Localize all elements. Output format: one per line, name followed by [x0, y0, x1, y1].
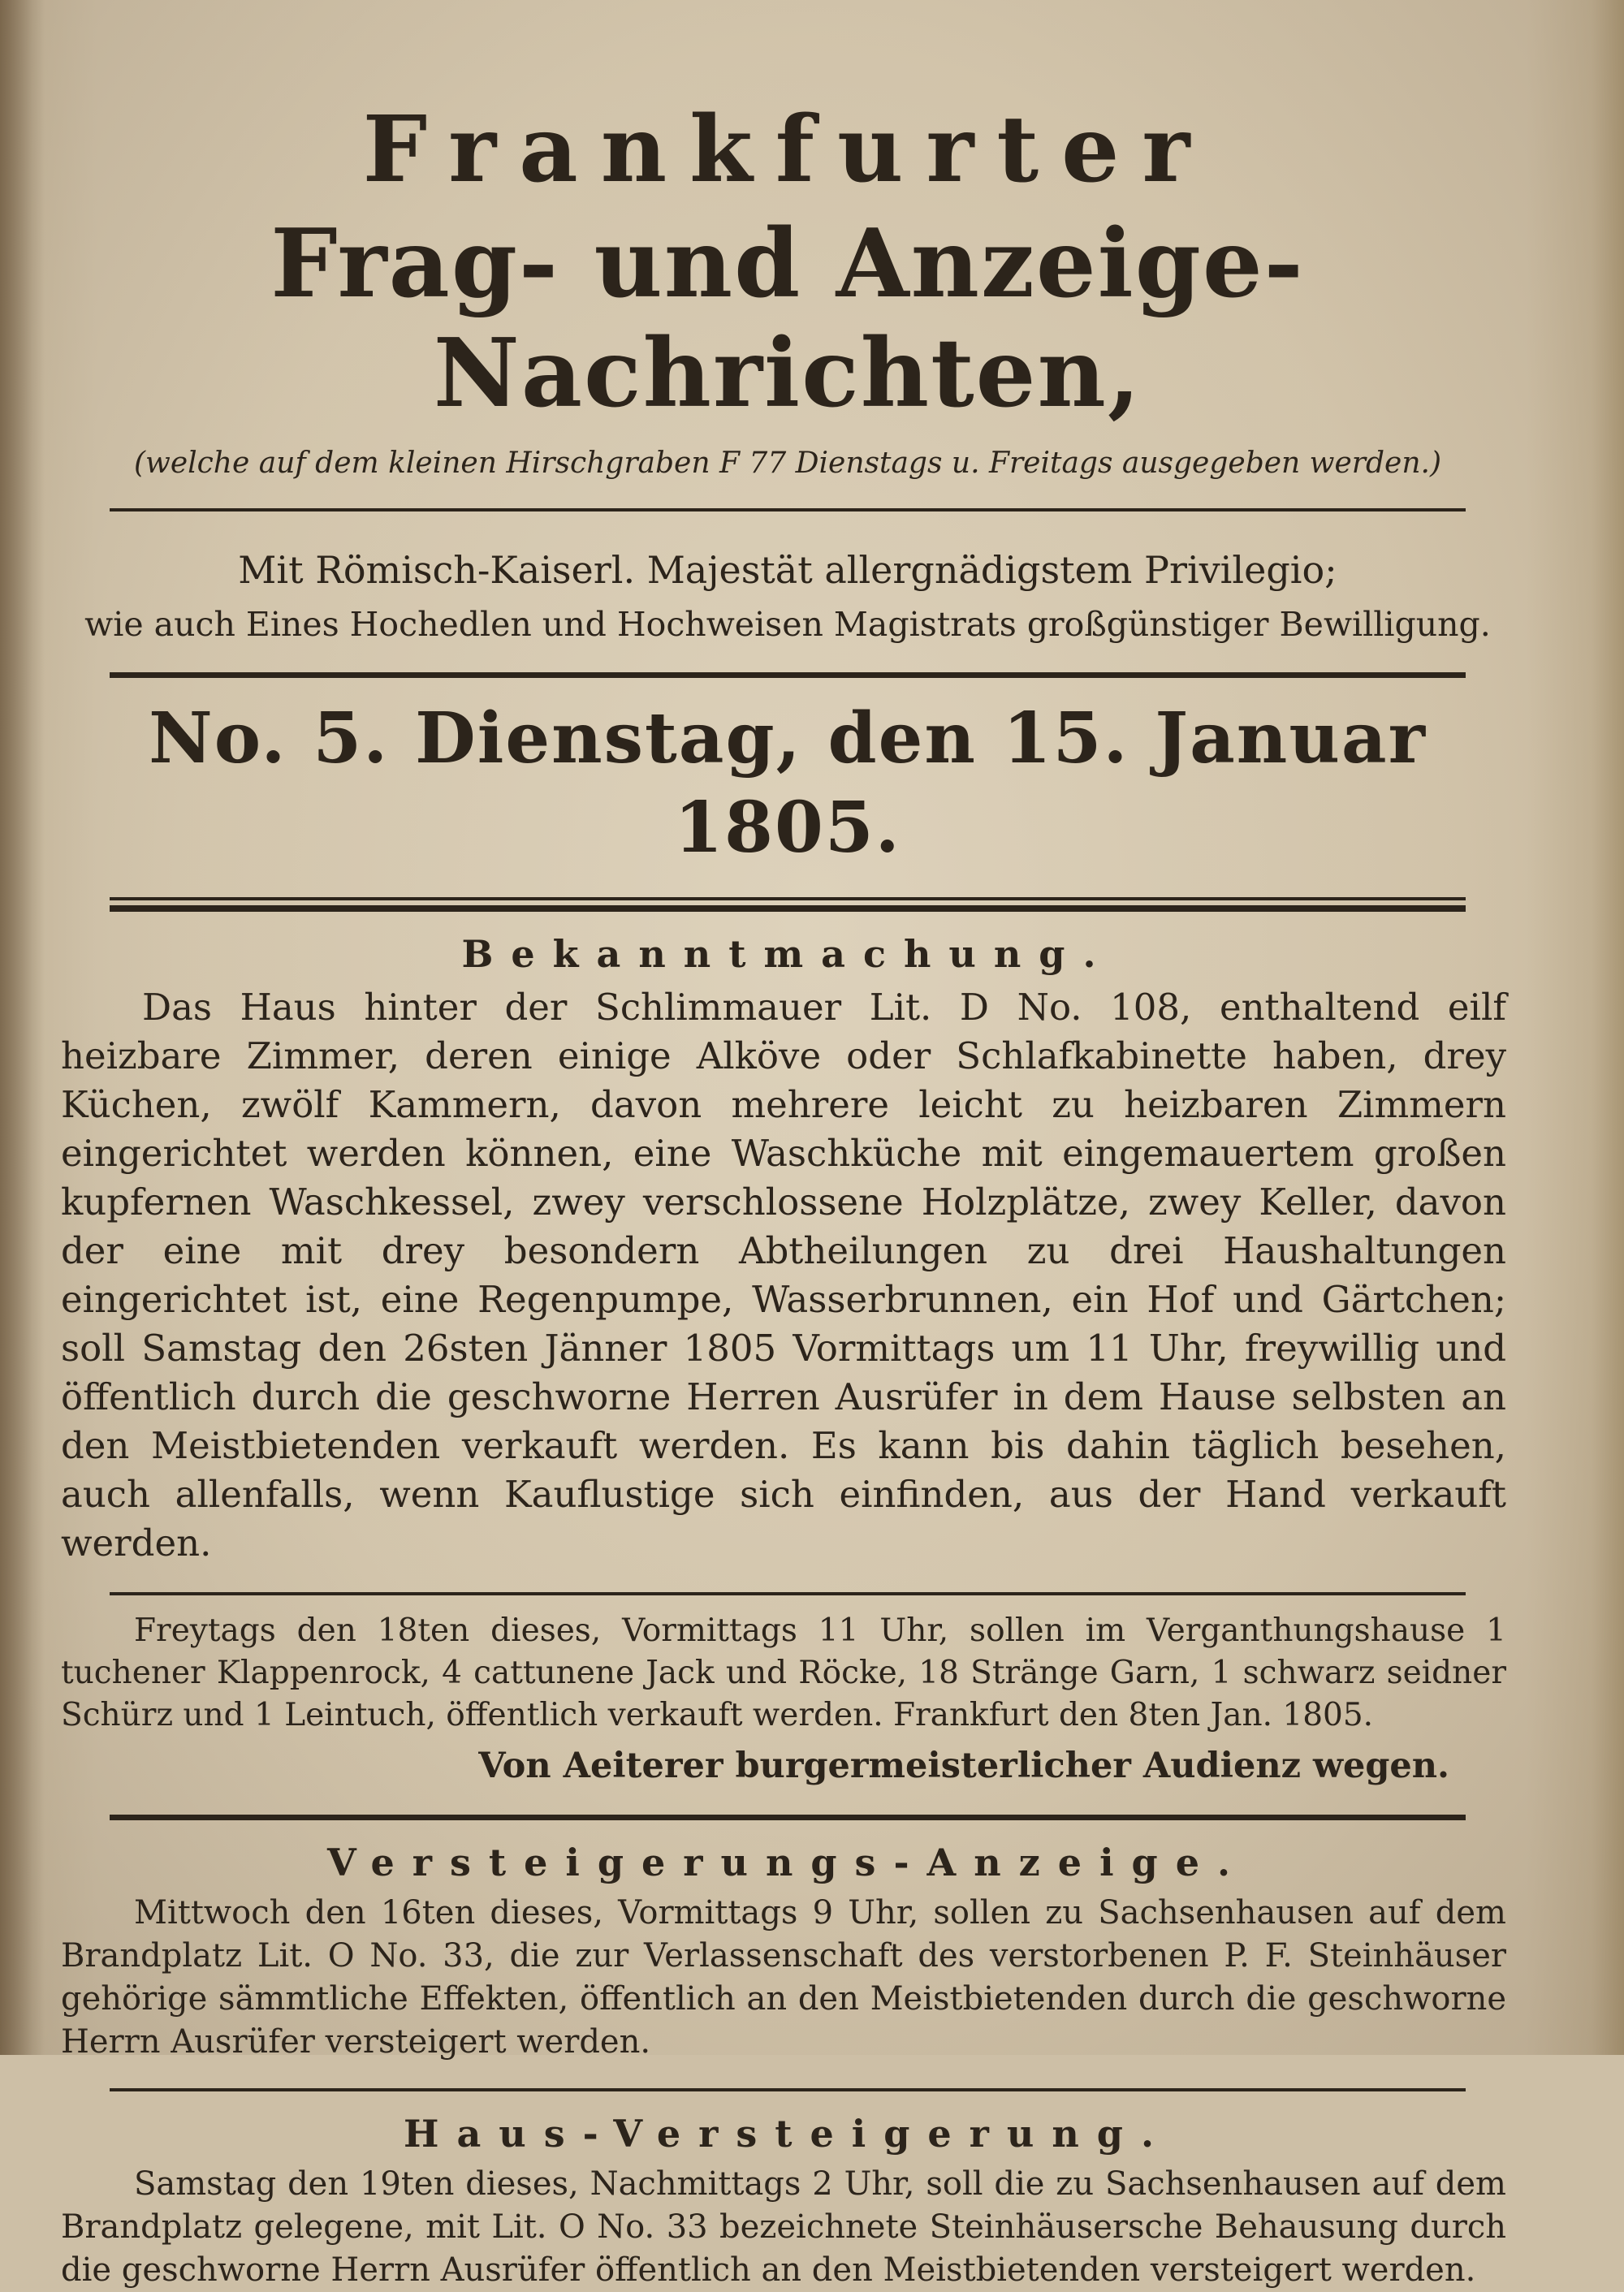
- section-heading: Bekanntmachung.: [461, 932, 1114, 976]
- notice-haus-versteigerung: [61, 2109, 1514, 2292]
- divider-rule: [110, 508, 1466, 511]
- notice-body: Samstag den 19ten dieses, Nachmittags 2 Uhr, soll die zu Sachsenhausen auf dem Brandplatz gelegene, mit Lit. O No. 33 bezeichnete Steinhäusersche Behausung durch die geschworne Herrn Ausrüfer öffentlich an den Meistbietenden versteigert werden.: [61, 2165, 1506, 2289]
- divider-rule: [110, 672, 1466, 678]
- notice-body: Freytags den 18ten dieses, Vormittags 11 Uhr, sollen im Verganthungshause 1 tuchener Klappenrock, 4 cattunene Jack und Röcke, 18 Stränge Garn, 1 schwarz seidner Schürz und 1 Leintuch, öffentlich verkauft werden. Frankfurt den 8ten Jan. 1805.: [61, 1612, 1506, 1733]
- divider-rule: [110, 2088, 1466, 2091]
- section-heading: Versteigerungs-Anzeige.: [326, 1841, 1248, 1884]
- notice-auction-goods: [61, 1610, 1514, 1790]
- masthead: [61, 97, 1514, 912]
- divider-double-rule: [110, 897, 1466, 912]
- masthead-title-line-2: Frag- und Anzeige-Nachrichten,: [270, 209, 1305, 429]
- privilege-line-1: Mit Römisch-Kaiserl. Majestät allergnädigstem Privilegio;: [238, 548, 1337, 592]
- divider-rule: [110, 1592, 1466, 1595]
- notice-body: Mittwoch den 16ten dieses, Vormittags 9 Uhr, sollen zu Sachsenhausen auf dem Brandplatz Lit. O No. 33, die zur Verlassenschaft des verstorbenen P. F. Steinhäuser gehörige sämmtliche Effekten, öffentlich an den Meistbietenden durch die geschworne Herrn Ausrüfer versteigert werden.: [61, 1894, 1506, 2061]
- privilege-line-2: wie auch Eines Hochedlen und Hochweisen Magistrats großgünstiger Bewilligung.: [84, 605, 1491, 644]
- notice-body: Das Haus hinter der Schlimmauer Lit. D No. 108, enthaltend eilf heizbare Zimmer, deren einige Alköve oder Schlafkabinette haben, drey Küchen, zwölf Kammern, davon mehrere leicht zu heizbaren Zimmern eingerichtet werden können, eine Waschküche mit eingemauertem großen kupfernen Waschkessel, zwey verschlossene Holzplätze, zwey Keller, davon der eine mit drey besondern Abtheilungen zu drei Haushaltungen eingerichtet ist, eine Regenpumpe, Wasserbrunnen, ein Hof und Gärtchen; soll Samstag den 26sten Jänner 1805 Vormittags um 11 Uhr, freywillig und öffentlich durch die geschworne Herren Ausrüfer in dem Hause selbsten an den Meistbietenden verkauft werden. Es kann bis dahin täglich besehen, auch allenfalls, wenn Kauflustige sich einfinden, aus der Hand verkauft werden.: [61, 986, 1506, 1565]
- issue-line: No. 5. Dienstag, den 15. Januar 1805.: [149, 697, 1427, 869]
- notice-signature: Von Aeiterer burgermeisterlicher Audienz wegen.: [478, 1746, 1449, 1786]
- divider-rule: [110, 1815, 1466, 1820]
- section-heading: Haus-Versteigerung.: [404, 2112, 1172, 2156]
- masthead-subtitle: (welche auf dem kleinen Hirschgraben F 77 Dienstags u. Freitags ausgegeben werden.): [133, 447, 1442, 480]
- notice-bekanntmachung: [61, 930, 1514, 1568]
- binding-shadow: [0, 0, 45, 2055]
- page-content: [61, 97, 1514, 2292]
- masthead-title-line-1: Frankfurter: [362, 97, 1213, 203]
- notice-versteigerungs-anzeige: [61, 1838, 1514, 2064]
